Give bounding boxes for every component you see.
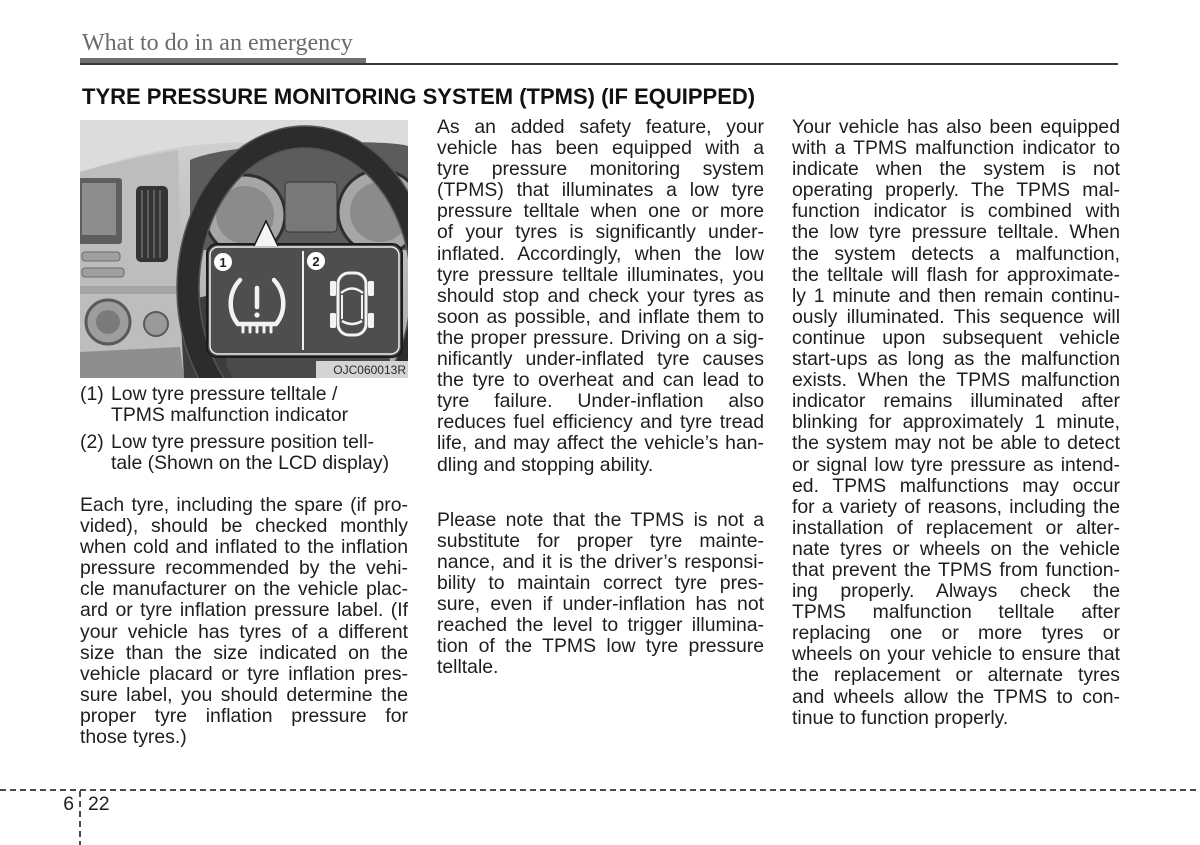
text-line: size than the size indicated on the [80, 641, 408, 664]
middle-column-text [437, 117, 764, 678]
text-line: installation of replacement or alter- [792, 516, 1120, 539]
text-line: with a TPMS malfunction indicator to [792, 137, 1120, 160]
paragraph [437, 510, 764, 679]
text-line: Low tyre pressure telltale / [111, 383, 338, 405]
text-line: vehicle placard or tyre inflation pres- [80, 662, 408, 685]
text-line: Please note that the TPMS is not a [437, 508, 764, 531]
text-line: or signal low tyre pressure as intend- [792, 453, 1120, 476]
text-line: the replacement or alternate tyres [792, 664, 1120, 687]
text-line: wheels on your vehicle to ensure that [792, 643, 1120, 666]
text-line: indicate when the system is not [792, 158, 1120, 181]
text-line: reduces fuel efficiency and tyre tread [437, 411, 764, 434]
text-line: exists. When the TPMS malfunction [792, 369, 1120, 392]
text-line: pressure telltale when one or more [437, 200, 764, 223]
legend-item [80, 432, 410, 474]
text-line: pressure recommended by the vehi- [80, 557, 408, 580]
text-line: those tyres.) [80, 726, 187, 749]
text-line: operating properly. The TPMS mal- [792, 179, 1120, 202]
text-line: tyre pressure telltale illuminates, you [437, 263, 764, 286]
text-line: (TPMS) that illuminates a low tyre [437, 179, 764, 202]
text-line: Each tyre, including the spare (if pro- [80, 494, 408, 516]
text-line: tion of the TPMS low tyre pressure [437, 635, 764, 658]
text-line: function indicator is combined with [792, 200, 1120, 223]
text-line: vided), should be checked monthly [80, 515, 408, 538]
text-line: nance, and it is the driver’s responsi- [437, 550, 764, 573]
text-line: As an added safety feature, your [437, 116, 764, 138]
callout-badge-1 [214, 253, 232, 271]
air-vent-icon [136, 186, 168, 262]
chapter-number: 6 [63, 793, 74, 815]
text-line: substitute for proper tyre mainte- [437, 529, 764, 552]
text-line: that prevent the TPMS from function- [792, 558, 1120, 581]
text-line: tyre failure. Under-inflation also [437, 390, 764, 413]
text-line: the system may not be able to detect [792, 432, 1120, 455]
text-line: of your tyres is significantly under- [437, 221, 764, 244]
callout-number: 2 [312, 254, 320, 269]
text-line: cle manufacturer on the vehicle plac- [80, 578, 408, 601]
dashboard-illustration [80, 120, 408, 378]
header-rule [80, 63, 1118, 65]
text-line: for a variety of reasons, including the [792, 495, 1120, 518]
section-header: What to do in an emergency [82, 30, 353, 56]
text-line: dling and stopping ability. [437, 453, 654, 476]
text-line: nificantly under-inflated tyre causes [437, 348, 764, 371]
paragraph [437, 117, 764, 476]
text-line: sure label, you should determine the [80, 683, 408, 706]
text-line: indicator remains illuminated after [792, 390, 1120, 413]
text-line: ing properly. Always check the [792, 580, 1120, 603]
page-number: 22 [88, 793, 110, 815]
text-line: the low tyre pressure telltale. When [792, 221, 1120, 244]
legend-text [111, 384, 348, 426]
text-line: reached the level to trigger illumina- [437, 614, 764, 637]
legend-item [80, 384, 410, 426]
right-column-text [792, 117, 1120, 729]
callout-number: 1 [219, 255, 227, 270]
text-line: your vehicle has tyres of a different [80, 620, 408, 643]
text-line: start-ups as long as the malfunction [792, 348, 1120, 371]
text-line: the telltale will flash for approximate- [792, 263, 1120, 286]
dashboard-figure [80, 120, 408, 378]
paragraph [792, 117, 1120, 729]
text-line: Low tyre pressure position tell- [111, 431, 374, 454]
text-line: the proper pressure. Driving on a sig- [437, 326, 764, 349]
text-line: TPMS malfunction indicator [111, 404, 349, 427]
text-line: when cold and inflated to the inflation [80, 536, 408, 559]
text-line: replacing one or more tyres or [792, 622, 1120, 645]
text-line: TPMS malfunction telltale after [792, 601, 1120, 624]
text-line: ously illuminated. This sequence will [792, 305, 1120, 328]
legend-text [111, 432, 389, 474]
text-line: blinking for approximately 1 minute, [792, 411, 1120, 434]
text-line: Your vehicle has also been equipped [792, 116, 1120, 138]
page-title: TYRE PRESSURE MONITORING SYSTEM (TPMS) (IF EQUIPPED) [82, 84, 756, 109]
legend-number: (2) [80, 431, 104, 454]
text-line: life, and may affect the vehicle’s han- [437, 432, 764, 455]
footer-divider [79, 791, 81, 845]
footer-rule [0, 789, 1200, 791]
text-line: vehicle has been equipped with a [437, 137, 764, 160]
text-line: should stop and check your tyres as [437, 284, 764, 307]
text-line: bility to maintain correct tyre pres- [437, 571, 764, 594]
text-line: the system detects a malfunction, [792, 242, 1120, 265]
figure-code: OJC060013R [333, 363, 406, 377]
text-line: sure, even if under-inflation has not [437, 592, 764, 615]
legend-number: (1) [80, 383, 104, 405]
text-line: nate tyres or wheels on the vehicle [792, 537, 1120, 560]
text-line: continue upon subsequent vehicle [792, 326, 1120, 349]
text-line: tyre pressure monitoring system [437, 158, 764, 181]
text-line: and wheels allow the TPMS to con- [792, 685, 1120, 708]
text-line: inflated. Accordingly, when the low [437, 242, 764, 265]
figure-legend [80, 384, 410, 474]
text-line: ard or tyre inflation pressure label. (If [80, 599, 408, 622]
text-line: proper tyre inflation pressure for [80, 704, 408, 727]
callout-badge-2 [307, 252, 325, 270]
text-line: tale (Shown on the LCD display) [111, 452, 390, 475]
paragraph [80, 495, 408, 748]
text-line: ly 1 minute and then remain continu- [792, 284, 1120, 307]
text-line: ed. TPMS malfunctions may occur [792, 474, 1120, 497]
left-column-text [80, 495, 408, 748]
text-line: telltale. [437, 656, 499, 679]
text-line: soon as possible, and inflate them to [437, 305, 764, 328]
text-line: the tyre to overheat and can lead to [437, 369, 764, 392]
text-line: tinue to function properly. [792, 706, 1009, 729]
